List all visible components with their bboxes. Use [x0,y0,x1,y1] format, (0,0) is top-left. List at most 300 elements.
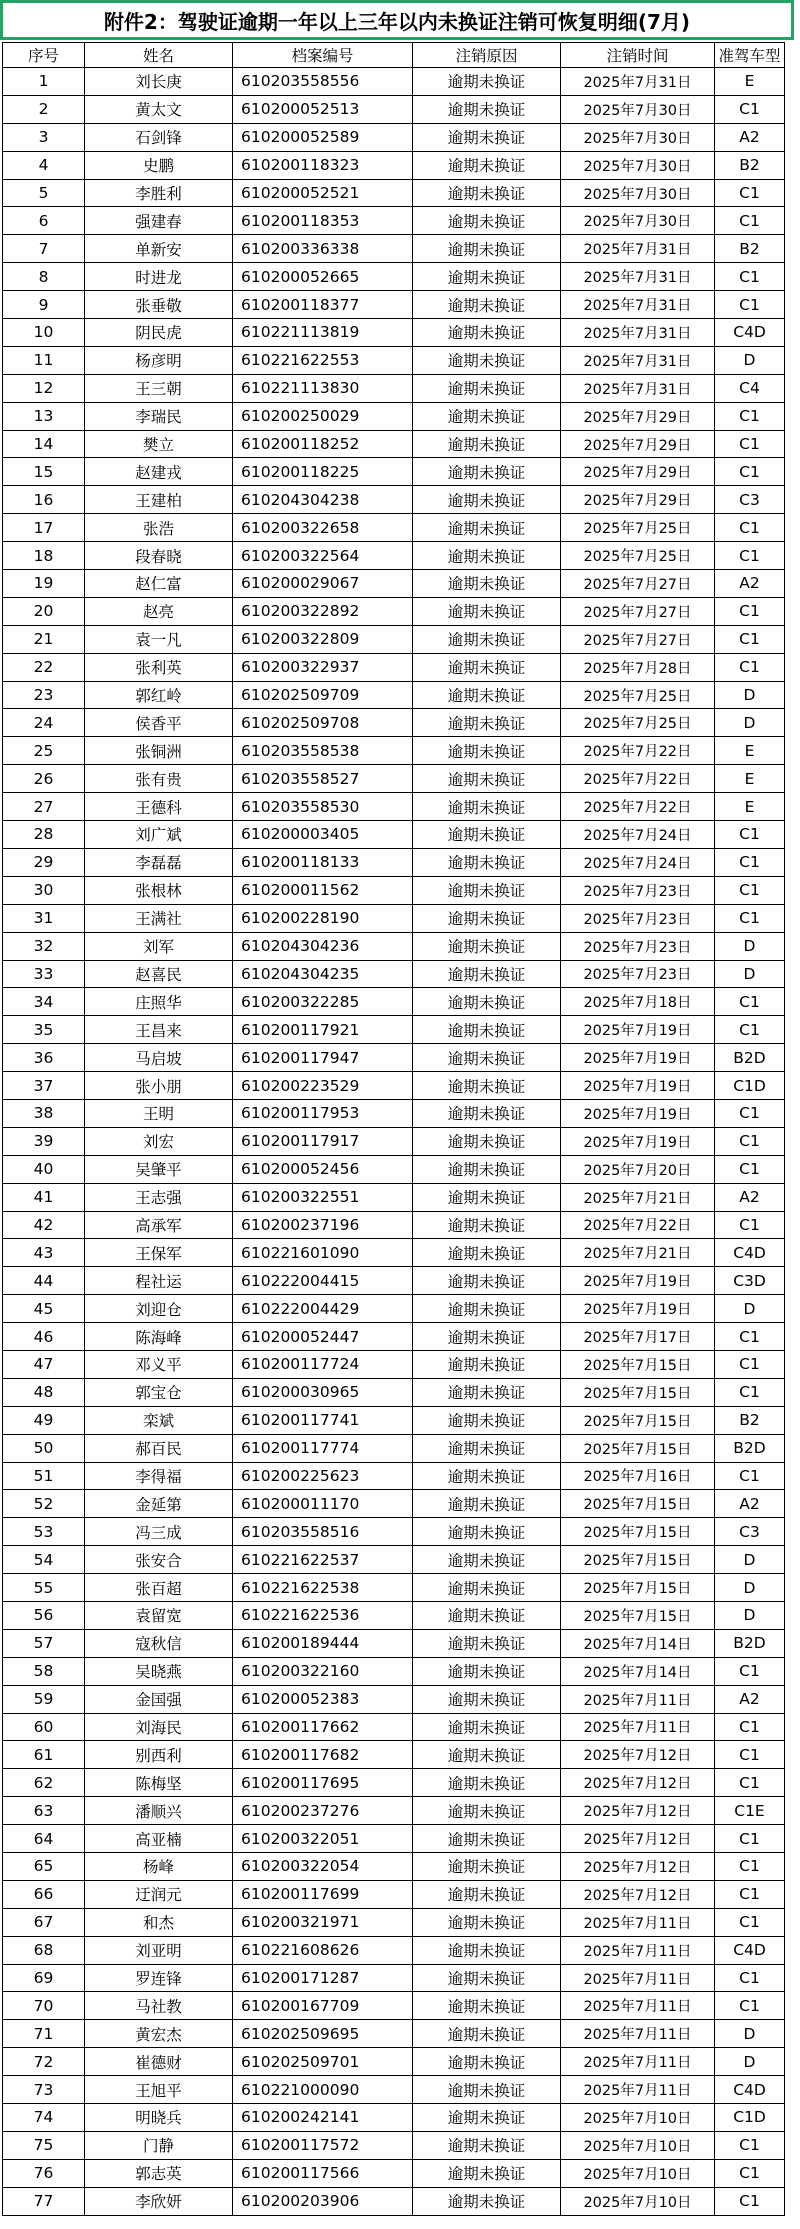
cell-serial[interactable]: 70 [3,1992,85,2020]
cell-cancel-time[interactable]: 2025年7月14日 [561,1629,715,1657]
cell-serial[interactable]: 18 [3,542,85,570]
cell-name[interactable]: 石剑锋 [85,123,233,151]
cell-file-number[interactable]: 610221113819 [233,319,413,347]
cell-cancel-reason[interactable]: 逾期未换证 [413,263,561,291]
cell-license-class[interactable]: C1 [715,625,785,653]
cell-serial[interactable]: 61 [3,1741,85,1769]
cell-license-class[interactable]: C1 [715,876,785,904]
cell-license-class[interactable]: C1 [715,1016,785,1044]
cell-name[interactable]: 张小朋 [85,1072,233,1100]
cell-cancel-time[interactable]: 2025年7月12日 [561,1880,715,1908]
cell-cancel-time[interactable]: 2025年7月27日 [561,597,715,625]
cell-file-number[interactable]: 610200322054 [233,1853,413,1881]
cell-name[interactable]: 高亚楠 [85,1825,233,1853]
cell-cancel-time[interactable]: 2025年7月15日 [561,1406,715,1434]
cell-file-number[interactable]: 610221622537 [233,1546,413,1574]
cell-file-number[interactable]: 610200167709 [233,1992,413,2020]
cell-cancel-reason[interactable]: 逾期未换证 [413,346,561,374]
cell-cancel-time[interactable]: 2025年7月12日 [561,1825,715,1853]
cell-license-class[interactable]: D [715,1295,785,1323]
cell-cancel-reason[interactable]: 逾期未换证 [413,1964,561,1992]
cell-name[interactable]: 庄照华 [85,988,233,1016]
cell-cancel-reason[interactable]: 逾期未换证 [413,514,561,542]
cell-serial[interactable]: 27 [3,793,85,821]
cell-license-class[interactable]: C1 [715,1853,785,1881]
cell-cancel-reason[interactable]: 逾期未换证 [413,1406,561,1434]
cell-serial[interactable]: 50 [3,1434,85,1462]
cell-cancel-reason[interactable]: 逾期未换证 [413,1072,561,1100]
cell-license-class[interactable]: C4D [715,1936,785,1964]
cell-cancel-reason[interactable]: 逾期未换证 [413,1713,561,1741]
cell-cancel-reason[interactable]: 逾期未换证 [413,1211,561,1239]
cell-license-class[interactable]: D [715,1574,785,1602]
cell-license-class[interactable]: C1 [715,207,785,235]
cell-cancel-time[interactable]: 2025年7月31日 [561,319,715,347]
cell-file-number[interactable]: 610200237276 [233,1797,413,1825]
cell-name[interactable]: 樊立 [85,430,233,458]
cell-serial[interactable]: 40 [3,1155,85,1183]
cell-cancel-time[interactable]: 2025年7月25日 [561,709,715,737]
cell-license-class[interactable]: D [715,2048,785,2076]
cell-file-number[interactable]: 610202509709 [233,681,413,709]
cell-cancel-time[interactable]: 2025年7月30日 [561,123,715,151]
cell-serial[interactable]: 72 [3,2048,85,2076]
cell-serial[interactable]: 35 [3,1016,85,1044]
cell-name[interactable]: 赵建戎 [85,458,233,486]
cell-serial[interactable]: 58 [3,1657,85,1685]
cell-cancel-time[interactable]: 2025年7月29日 [561,402,715,430]
cell-name[interactable]: 时进龙 [85,263,233,291]
cell-file-number[interactable]: 610204304236 [233,932,413,960]
cell-cancel-reason[interactable]: 逾期未换证 [413,1434,561,1462]
cell-file-number[interactable]: 610200322658 [233,514,413,542]
cell-cancel-time[interactable]: 2025年7月28日 [561,653,715,681]
cell-cancel-time[interactable]: 2025年7月14日 [561,1657,715,1685]
cell-license-class[interactable]: C3 [715,486,785,514]
cell-serial[interactable]: 9 [3,291,85,319]
cell-cancel-reason[interactable]: 逾期未换证 [413,123,561,151]
cell-license-class[interactable]: C1 [715,904,785,932]
cell-license-class[interactable]: A2 [715,570,785,598]
cell-cancel-reason[interactable]: 逾期未换证 [413,1825,561,1853]
cell-license-class[interactable]: C3D [715,1267,785,1295]
cell-cancel-reason[interactable]: 逾期未换证 [413,95,561,123]
cell-file-number[interactable]: 610200322551 [233,1183,413,1211]
cell-serial[interactable]: 68 [3,1936,85,1964]
cell-license-class[interactable]: D [715,2020,785,2048]
cell-file-number[interactable]: 610200011170 [233,1490,413,1518]
cell-serial[interactable]: 71 [3,2020,85,2048]
cell-file-number[interactable]: 610200029067 [233,570,413,598]
cell-cancel-time[interactable]: 2025年7月23日 [561,876,715,904]
cell-serial[interactable]: 29 [3,848,85,876]
cell-license-class[interactable]: E [715,68,785,96]
cell-serial[interactable]: 2 [3,95,85,123]
cell-file-number[interactable]: 610221113830 [233,374,413,402]
cell-cancel-time[interactable]: 2025年7月27日 [561,570,715,598]
cell-cancel-time[interactable]: 2025年7月12日 [561,1769,715,1797]
cell-cancel-reason[interactable]: 逾期未换证 [413,1574,561,1602]
cell-name[interactable]: 张安合 [85,1546,233,1574]
cell-cancel-reason[interactable]: 逾期未换证 [413,1016,561,1044]
cell-cancel-reason[interactable]: 逾期未换证 [413,319,561,347]
cell-cancel-reason[interactable]: 逾期未换证 [413,765,561,793]
cell-license-class[interactable]: C1 [715,542,785,570]
cell-cancel-time[interactable]: 2025年7月22日 [561,737,715,765]
cell-serial[interactable]: 17 [3,514,85,542]
cell-name[interactable]: 张有贵 [85,765,233,793]
cell-cancel-time[interactable]: 2025年7月24日 [561,821,715,849]
cell-cancel-reason[interactable]: 逾期未换证 [413,1853,561,1881]
cell-serial[interactable]: 37 [3,1072,85,1100]
cell-file-number[interactable]: 610200322892 [233,597,413,625]
cell-cancel-time[interactable]: 2025年7月19日 [561,1072,715,1100]
cell-license-class[interactable]: C1 [715,1769,785,1797]
cell-cancel-reason[interactable]: 逾期未换证 [413,597,561,625]
cell-serial[interactable]: 42 [3,1211,85,1239]
cell-name[interactable]: 门静 [85,2131,233,2159]
cell-cancel-reason[interactable]: 逾期未换证 [413,2076,561,2104]
cell-file-number[interactable]: 610200011562 [233,876,413,904]
cell-name[interactable]: 和杰 [85,1908,233,1936]
cell-file-number[interactable]: 610200223529 [233,1072,413,1100]
cell-cancel-reason[interactable]: 逾期未换证 [413,1992,561,2020]
cell-file-number[interactable]: 610200242141 [233,2104,413,2132]
cell-serial[interactable]: 51 [3,1462,85,1490]
cell-file-number[interactable]: 610200118252 [233,430,413,458]
cell-file-number[interactable]: 610200118377 [233,291,413,319]
cell-license-class[interactable]: C1 [715,1825,785,1853]
cell-cancel-time[interactable]: 2025年7月29日 [561,430,715,458]
cell-file-number[interactable]: 610200203906 [233,2187,413,2215]
cell-serial[interactable]: 11 [3,346,85,374]
cell-file-number[interactable]: 610200225623 [233,1462,413,1490]
cell-cancel-reason[interactable]: 逾期未换证 [413,1936,561,1964]
cell-cancel-reason[interactable]: 逾期未换证 [413,1350,561,1378]
cell-cancel-reason[interactable]: 逾期未换证 [413,2159,561,2187]
cell-cancel-time[interactable]: 2025年7月25日 [561,514,715,542]
cell-cancel-time[interactable]: 2025年7月19日 [561,1099,715,1127]
cell-name[interactable]: 明晓兵 [85,2104,233,2132]
cell-cancel-time[interactable]: 2025年7月23日 [561,932,715,960]
cell-license-class[interactable]: C1 [715,2187,785,2215]
cell-cancel-reason[interactable]: 逾期未换证 [413,374,561,402]
cell-cancel-reason[interactable]: 逾期未换证 [413,1601,561,1629]
cell-cancel-reason[interactable]: 逾期未换证 [413,1183,561,1211]
cell-cancel-time[interactable]: 2025年7月27日 [561,625,715,653]
cell-name[interactable]: 刘军 [85,932,233,960]
cell-license-class[interactable]: C1 [715,430,785,458]
cell-name[interactable]: 王昌来 [85,1016,233,1044]
cell-name[interactable]: 寇秋信 [85,1629,233,1657]
cell-name[interactable]: 侯香平 [85,709,233,737]
cell-file-number[interactable]: 610204304235 [233,960,413,988]
cell-serial[interactable]: 7 [3,235,85,263]
cell-file-number[interactable]: 610202509695 [233,2020,413,2048]
cell-cancel-time[interactable]: 2025年7月11日 [561,1936,715,1964]
cell-serial[interactable]: 46 [3,1323,85,1351]
cell-cancel-reason[interactable]: 逾期未换证 [413,1546,561,1574]
cell-file-number[interactable]: 610200117662 [233,1713,413,1741]
cell-license-class[interactable]: C1 [715,1992,785,2020]
cell-cancel-time[interactable]: 2025年7月11日 [561,1908,715,1936]
cell-license-class[interactable]: C4 [715,374,785,402]
cell-file-number[interactable]: 610200117682 [233,1741,413,1769]
cell-file-number[interactable]: 610200117947 [233,1044,413,1072]
cell-cancel-time[interactable]: 2025年7月19日 [561,1295,715,1323]
cell-cancel-time[interactable]: 2025年7月29日 [561,458,715,486]
cell-cancel-reason[interactable]: 逾期未换证 [413,1462,561,1490]
cell-name[interactable]: 迂润元 [85,1880,233,1908]
cell-cancel-time[interactable]: 2025年7月31日 [561,68,715,96]
cell-cancel-time[interactable]: 2025年7月31日 [561,346,715,374]
cell-cancel-time[interactable]: 2025年7月24日 [561,848,715,876]
cell-serial[interactable]: 48 [3,1378,85,1406]
cell-serial[interactable]: 10 [3,319,85,347]
cell-serial[interactable]: 4 [3,151,85,179]
cell-name[interactable]: 张利英 [85,653,233,681]
cell-license-class[interactable]: C1 [715,179,785,207]
cell-file-number[interactable]: 610200118323 [233,151,413,179]
cell-file-number[interactable]: 610200052456 [233,1155,413,1183]
cell-serial[interactable]: 32 [3,932,85,960]
cell-license-class[interactable]: C1 [715,1657,785,1685]
cell-serial[interactable]: 44 [3,1267,85,1295]
cell-file-number[interactable]: 610200003405 [233,821,413,849]
cell-cancel-time[interactable]: 2025年7月16日 [561,1462,715,1490]
cell-name[interactable]: 黄太文 [85,95,233,123]
cell-license-class[interactable]: C1 [715,1323,785,1351]
cell-serial[interactable]: 23 [3,681,85,709]
cell-serial[interactable]: 28 [3,821,85,849]
cell-serial[interactable]: 76 [3,2159,85,2187]
cell-name[interactable]: 郝百民 [85,1434,233,1462]
cell-serial[interactable]: 19 [3,570,85,598]
cell-name[interactable]: 刘长庚 [85,68,233,96]
cell-file-number[interactable]: 610200336338 [233,235,413,263]
cell-cancel-time[interactable]: 2025年7月12日 [561,1741,715,1769]
cell-name[interactable]: 杨峰 [85,1853,233,1881]
cell-serial[interactable]: 22 [3,653,85,681]
cell-cancel-reason[interactable]: 逾期未换证 [413,848,561,876]
cell-license-class[interactable]: C1 [715,1880,785,1908]
cell-license-class[interactable]: D [715,709,785,737]
cell-name[interactable]: 赵亮 [85,597,233,625]
cell-name[interactable]: 金国强 [85,1685,233,1713]
cell-cancel-reason[interactable]: 逾期未换证 [413,1295,561,1323]
cell-license-class[interactable]: C1 [715,514,785,542]
cell-name[interactable]: 袁一凡 [85,625,233,653]
cell-cancel-reason[interactable]: 逾期未换证 [413,932,561,960]
cell-serial[interactable]: 25 [3,737,85,765]
cell-name[interactable]: 金延第 [85,1490,233,1518]
cell-license-class[interactable]: C1 [715,2131,785,2159]
cell-license-class[interactable]: C1 [715,95,785,123]
cell-file-number[interactable]: 610200189444 [233,1629,413,1657]
cell-serial[interactable]: 8 [3,263,85,291]
cell-serial[interactable]: 14 [3,430,85,458]
cell-serial[interactable]: 57 [3,1629,85,1657]
cell-license-class[interactable]: C4D [715,319,785,347]
cell-cancel-reason[interactable]: 逾期未换证 [413,1044,561,1072]
cell-cancel-time[interactable]: 2025年7月15日 [561,1378,715,1406]
cell-name[interactable]: 郭宝仓 [85,1378,233,1406]
cell-license-class[interactable]: C1 [715,1378,785,1406]
cell-name[interactable]: 崔德财 [85,2048,233,2076]
cell-cancel-time[interactable]: 2025年7月21日 [561,1239,715,1267]
cell-name[interactable]: 别西利 [85,1741,233,1769]
cell-cancel-reason[interactable]: 逾期未换证 [413,542,561,570]
cell-license-class[interactable]: E [715,737,785,765]
cell-file-number[interactable]: 610200322051 [233,1825,413,1853]
cell-cancel-reason[interactable]: 逾期未换证 [413,2020,561,2048]
cell-cancel-time[interactable]: 2025年7月19日 [561,1016,715,1044]
cell-cancel-time[interactable]: 2025年7月31日 [561,263,715,291]
header-cancel-time[interactable]: 注销时间 [561,43,715,68]
cell-license-class[interactable]: B2 [715,235,785,263]
cell-cancel-reason[interactable]: 逾期未换证 [413,1797,561,1825]
cell-license-class[interactable]: E [715,765,785,793]
cell-file-number[interactable]: 610221622538 [233,1574,413,1602]
cell-file-number[interactable]: 610221622536 [233,1601,413,1629]
cell-file-number[interactable]: 610203558530 [233,793,413,821]
cell-license-class[interactable]: E [715,793,785,821]
cell-cancel-time[interactable]: 2025年7月15日 [561,1601,715,1629]
cell-license-class[interactable]: B2 [715,1406,785,1434]
cell-file-number[interactable]: 610221608626 [233,1936,413,1964]
cell-cancel-reason[interactable]: 逾期未换证 [413,1685,561,1713]
cell-cancel-reason[interactable]: 逾期未换证 [413,235,561,263]
cell-license-class[interactable]: C1D [715,1072,785,1100]
cell-cancel-time[interactable]: 2025年7月11日 [561,1713,715,1741]
cell-serial[interactable]: 12 [3,374,85,402]
cell-cancel-time[interactable]: 2025年7月10日 [561,2104,715,2132]
cell-serial[interactable]: 1 [3,68,85,96]
cell-serial[interactable]: 64 [3,1825,85,1853]
cell-file-number[interactable]: 610200237196 [233,1211,413,1239]
cell-serial[interactable]: 36 [3,1044,85,1072]
cell-cancel-reason[interactable]: 逾期未换证 [413,1099,561,1127]
cell-cancel-reason[interactable]: 逾期未换证 [413,2104,561,2132]
cell-name[interactable]: 潘顺兴 [85,1797,233,1825]
cell-file-number[interactable]: 610200322564 [233,542,413,570]
cell-name[interactable]: 程社运 [85,1267,233,1295]
cell-file-number[interactable]: 610204304238 [233,486,413,514]
cell-cancel-time[interactable]: 2025年7月12日 [561,1853,715,1881]
cell-serial[interactable]: 60 [3,1713,85,1741]
cell-file-number[interactable]: 610200117921 [233,1016,413,1044]
cell-cancel-reason[interactable]: 逾期未换证 [413,737,561,765]
cell-cancel-reason[interactable]: 逾期未换证 [413,681,561,709]
cell-file-number[interactable]: 610200118133 [233,848,413,876]
cell-name[interactable]: 单新安 [85,235,233,263]
cell-cancel-time[interactable]: 2025年7月19日 [561,1127,715,1155]
cell-cancel-reason[interactable]: 逾期未换证 [413,430,561,458]
cell-cancel-time[interactable]: 2025年7月15日 [561,1490,715,1518]
cell-name[interactable]: 刘亚明 [85,1936,233,1964]
cell-name[interactable]: 张垂敬 [85,291,233,319]
cell-file-number[interactable]: 610200322160 [233,1657,413,1685]
cell-name[interactable]: 杨彦明 [85,346,233,374]
cell-license-class[interactable]: B2 [715,151,785,179]
cell-file-number[interactable]: 610200228190 [233,904,413,932]
cell-cancel-time[interactable]: 2025年7月31日 [561,374,715,402]
cell-name[interactable]: 李得福 [85,1462,233,1490]
cell-cancel-reason[interactable]: 逾期未换证 [413,1127,561,1155]
cell-cancel-time[interactable]: 2025年7月19日 [561,1267,715,1295]
cell-serial[interactable]: 38 [3,1099,85,1127]
cell-cancel-time[interactable]: 2025年7月10日 [561,2131,715,2159]
cell-name[interactable]: 张百超 [85,1574,233,1602]
cell-cancel-reason[interactable]: 逾期未换证 [413,876,561,904]
cell-license-class[interactable]: A2 [715,123,785,151]
cell-file-number[interactable]: 610200052665 [233,263,413,291]
cell-cancel-reason[interactable]: 逾期未换证 [413,2187,561,2215]
cell-cancel-time[interactable]: 2025年7月22日 [561,1211,715,1239]
cell-file-number[interactable]: 610203558527 [233,765,413,793]
cell-cancel-time[interactable]: 2025年7月30日 [561,179,715,207]
cell-license-class[interactable]: C1 [715,1127,785,1155]
cell-cancel-time[interactable]: 2025年7月30日 [561,151,715,179]
cell-license-class[interactable]: D [715,960,785,988]
cell-serial[interactable]: 53 [3,1518,85,1546]
cell-file-number[interactable]: 610202509701 [233,2048,413,2076]
cell-cancel-time[interactable]: 2025年7月15日 [561,1518,715,1546]
cell-cancel-reason[interactable]: 逾期未换证 [413,458,561,486]
cell-name[interactable]: 马启坡 [85,1044,233,1072]
cell-serial[interactable]: 62 [3,1769,85,1797]
cell-license-class[interactable]: C1 [715,458,785,486]
cell-serial[interactable]: 63 [3,1797,85,1825]
cell-license-class[interactable]: A2 [715,1183,785,1211]
cell-cancel-reason[interactable]: 逾期未换证 [413,2131,561,2159]
cell-name[interactable]: 栾斌 [85,1406,233,1434]
cell-file-number[interactable]: 610200118353 [233,207,413,235]
cell-cancel-time[interactable]: 2025年7月21日 [561,1183,715,1211]
cell-name[interactable]: 强建春 [85,207,233,235]
cell-file-number[interactable]: 610200117917 [233,1127,413,1155]
cell-cancel-reason[interactable]: 逾期未换证 [413,291,561,319]
cell-cancel-time[interactable]: 2025年7月11日 [561,2076,715,2104]
cell-serial[interactable]: 21 [3,625,85,653]
cell-cancel-time[interactable]: 2025年7月10日 [561,2159,715,2187]
cell-serial[interactable]: 77 [3,2187,85,2215]
cell-serial[interactable]: 30 [3,876,85,904]
cell-serial[interactable]: 33 [3,960,85,988]
cell-name[interactable]: 王满社 [85,904,233,932]
cell-file-number[interactable]: 610200321971 [233,1908,413,1936]
cell-serial[interactable]: 59 [3,1685,85,1713]
sheet-title[interactable]: 附件2：驾驶证逾期一年以上三年以内未换证注销可恢复明细(7月) [0,0,794,40]
cell-license-class[interactable]: C1 [715,402,785,430]
cell-license-class[interactable]: C1 [715,291,785,319]
cell-file-number[interactable]: 610200171287 [233,1964,413,1992]
cell-file-number[interactable]: 610221601090 [233,1239,413,1267]
cell-cancel-time[interactable]: 2025年7月22日 [561,793,715,821]
cell-file-number[interactable]: 610200052589 [233,123,413,151]
cell-license-class[interactable]: A2 [715,1685,785,1713]
cell-serial[interactable]: 69 [3,1964,85,1992]
cell-cancel-time[interactable]: 2025年7月18日 [561,988,715,1016]
cell-file-number[interactable]: 610200052447 [233,1323,413,1351]
cell-license-class[interactable]: D [715,1601,785,1629]
cell-cancel-time[interactable]: 2025年7月23日 [561,960,715,988]
cell-cancel-time[interactable]: 2025年7月25日 [561,542,715,570]
cell-name[interactable]: 段春晓 [85,542,233,570]
cell-license-class[interactable]: C1 [715,597,785,625]
cell-license-class[interactable]: C3 [715,1518,785,1546]
cell-name[interactable]: 陈海峰 [85,1323,233,1351]
